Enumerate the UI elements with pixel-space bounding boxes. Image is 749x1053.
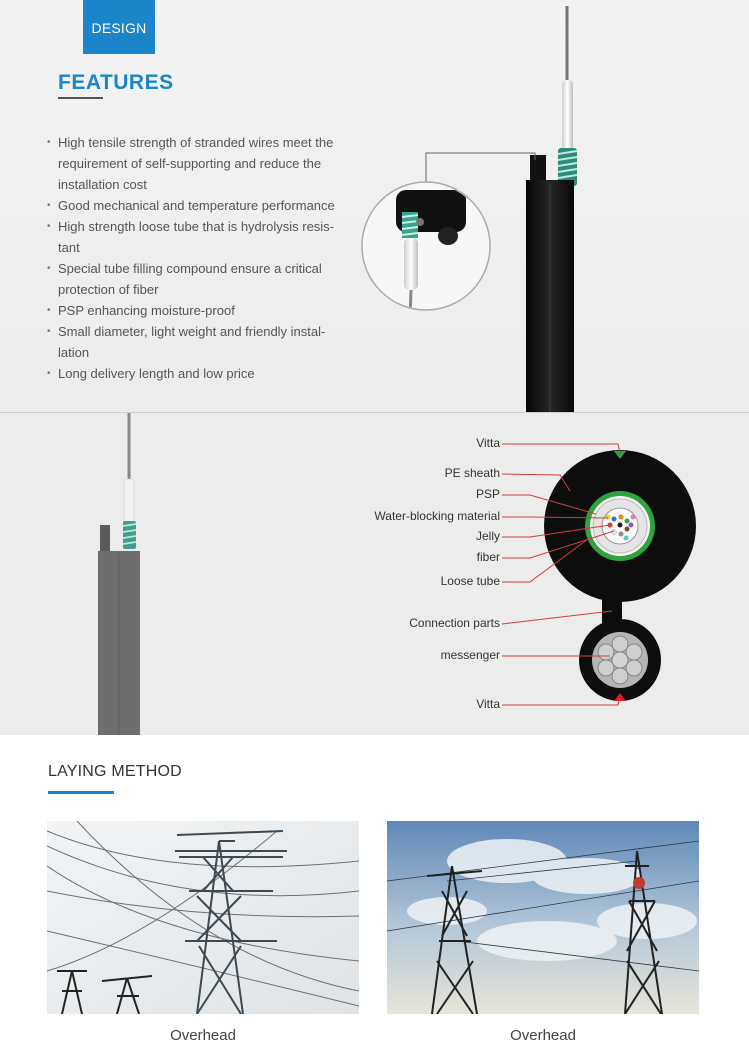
features-section bbox=[0, 0, 749, 413]
label-connection-parts: Connection parts bbox=[409, 616, 500, 630]
laying-method-section bbox=[0, 735, 749, 1053]
features-underline bbox=[58, 97, 103, 99]
label-vitta-top: Vitta bbox=[476, 436, 500, 450]
features-title: FEATURES bbox=[58, 71, 174, 94]
label-messenger: messenger bbox=[440, 648, 500, 662]
overhead-photo-1 bbox=[47, 821, 359, 1014]
caption-overhead-1: Overhead bbox=[170, 1027, 236, 1044]
feature-item: • Good mechanical and temperature performance bbox=[47, 195, 357, 216]
feature-item: • Small diameter, light weight and friendly instal- lation bbox=[47, 321, 357, 363]
feature-item: • Long delivery length and low price bbox=[47, 363, 357, 384]
cable-product-image bbox=[360, 0, 620, 413]
features-list bbox=[47, 132, 357, 384]
stranded-messenger bbox=[592, 632, 648, 688]
laying-method-underline bbox=[48, 791, 114, 794]
cross-section-area bbox=[0, 413, 749, 735]
feature-item: • Special tube filling compound ensure a critical protection of fiber bbox=[47, 258, 357, 300]
label-loose-tube: Loose tube bbox=[440, 574, 500, 588]
feature-item: • PSP enhancing moisture-proof bbox=[47, 300, 357, 321]
label-pe-sheath: PE sheath bbox=[444, 466, 500, 480]
grey-cable-image bbox=[90, 413, 150, 735]
feature-item: • High strength loose tube that is hydrolysis resis- tant bbox=[47, 216, 357, 258]
feature-item: • High tensile strength of stranded wires meet the requirement of self-supporting and reduce the installation cost bbox=[47, 132, 357, 195]
label-psp: PSP bbox=[475, 487, 500, 501]
cable-cross-section-diagram bbox=[500, 413, 749, 735]
label-jelly: Jelly bbox=[475, 529, 500, 543]
label-vitta-bottom: Vitta bbox=[476, 697, 500, 711]
overhead-photo-2 bbox=[387, 821, 699, 1014]
caption-overhead-2: Overhead bbox=[510, 1027, 576, 1044]
laying-method-title: LAYING METHOD bbox=[48, 763, 182, 780]
label-fiber: fiber bbox=[476, 550, 500, 564]
design-tag: DESIGN bbox=[83, 0, 155, 54]
label-water-blocking: Water-blocking material bbox=[374, 509, 500, 523]
